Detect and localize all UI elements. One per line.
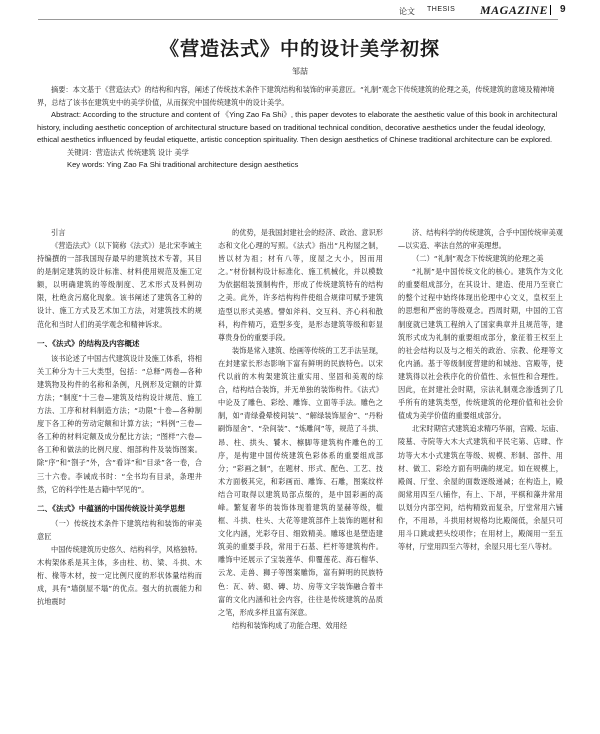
section-1-paragraph: 该书论述了中国古代建筑设计及施工体系，将相关工种分为十三大类型，包括：“总释”两卷—各种建筑物及构件的名称和条例，凡例形及定额的计算方法；“制度”十三卷—建筑及结构设计规范、施工方法、工序和材料制造方法；“功限”十卷—各种制度下各工种的劳动定额和计算方法；“料例”三卷—各工种的材料定额及成分配比方法；“图样”六卷—各工种和做法的比例尺度、细部构件及装饰图案。除“序”和“劄子”外，含“看详”和“目录”各一卷，合三十六卷。李诫成书时：“全书均有目录，条理井然，它的科学性是古籍中罕见的”。 bbox=[37, 353, 202, 494]
abstract-block bbox=[37, 84, 559, 172]
section-1-heading: 一、《法式》的结构及内容概述 bbox=[37, 338, 140, 348]
abstract-en: Abstract: According to the structure and content of 《Ying Zao Fa Shi》, this paper devotes to elaborate the aesthetic value of this book in architectural history, including aesthetic conception of architectural structure based on traditional technical condition, decorative aesthetics under the feudal ideology, ethical aesthetics influenced by feudal etiquette, artistic conception spirituality. Then design aesthetics of Chinese traditional architecture can be explored. bbox=[37, 110, 558, 144]
section-2-paragraph: 中国传统建筑历史悠久、结构科学，风格独特。木构架体系是其主体，多由柱、枋、梁、斗拱、木桁、椽等木材，按一定比例尺度的形状体量结构而成，具有“墙倒屋不塌”的优点。强大的抗震能力和抗地震时 bbox=[37, 544, 202, 607]
subsection-2-heading: （二）“礼制”观念下传统建筑的伦理之美 bbox=[412, 254, 544, 264]
section-2-subheading: （一）传统技术条件下建筑结构和装饰的审美意匠 bbox=[37, 518, 202, 541]
continuation-paragraph: 济、结构科学的传统建筑，合乎中国传统审美观—以实造、率法自然的审美理想。 bbox=[398, 228, 563, 251]
body-column-3 bbox=[398, 226, 563, 553]
keywords-cn: 关键词：营造法式 传统建筑 设计 美学 bbox=[67, 147, 189, 157]
keywords-en: Key words: Ying Zao Fa Shi traditional architecture design aesthetics bbox=[67, 160, 299, 169]
article-author: 邹喆 bbox=[292, 67, 308, 76]
header-divider bbox=[550, 5, 551, 15]
body-column-2 bbox=[218, 226, 383, 632]
header-section: 论文 bbox=[399, 7, 415, 16]
section-2-heading: 二、《法式》中蕴涵的中国传统设计美学思想 bbox=[37, 503, 186, 513]
intro-paragraph: 《营造法式》（以下简称《法式》）是北宋李诫主持编撰的一部我国现存最早的建筑技术专著，其目的是制定建筑的设计标准、材料使用规范及施工定额，以明确建筑的等级制度、艺术形式及料例功限，杜绝贪污腐化现象。该书阐述了建筑各工种的设计、施工方式及艺术加工方法，对建筑技术的规范化和当时人们的美学观念和精神诉求。 bbox=[37, 241, 202, 329]
header-thesis: THESIS bbox=[427, 6, 456, 13]
article-title: 《营造法式》中的设计美学初探 bbox=[159, 38, 440, 60]
ritual-paragraph: “礼制”是中国传统文化的核心。建筑作为文化的重要组成部分，在其设计、建造、使用乃至衰亡的整个过程中始终体现出伦理中心文义，皇权至上的思想和严密的等级观念。西周时期，中国的工官制度就已建筑工程纳入了国家典章并且规范等，建筑形式成为礼制的重要组成部分，象征着王权至上的社会结构以及与之相关的政治、宗教、伦理等文化内涵。基于等级制度营建的和城池、宫殿等，使建筑得以社会秩序化的价值性、永恒性和合理性。因此，在封建社会时期，宗法礼制观念渗透到了几乎所有的建筑类型，传统建筑的伦理价值和社会价值成为美学价值的重要组成部分。 bbox=[398, 267, 563, 421]
page-number: 9 bbox=[560, 4, 566, 15]
intro-heading: 引言 bbox=[51, 228, 66, 237]
hierarchy-paragraph: 北宋时期官式建筑追求精巧华丽，宫殿、坛庙、陵墓、寺院等大木大式建筑和平民宅第、店肆、作坊等大木小式建筑在等级、规模、形制、部件、用材、做工、彩绘方面有明确的规定。如在规模上，殿阁、厅堂、余屋的面数逐级递减；在构造上，殿阁常用四至八铺作，有上、下昂，平棋和藻井常用以划分内部空间，结构精致而复杂，厅堂常用六铺作，不用昂，斗拱用材规格均比殿阁低，余屋只可用斗口跳或把头绞项作；在用材上，殿阁用一至五等材，厅堂用四至六等材，余屋只用七至八等材。 bbox=[398, 424, 563, 552]
body-column-1 bbox=[37, 226, 202, 608]
article-body bbox=[37, 226, 563, 726]
running-header bbox=[0, 4, 600, 18]
header-rule bbox=[38, 19, 558, 20]
structure-decoration-paragraph: 结构和装饰构成了功能合理、效用经 bbox=[232, 620, 348, 630]
decoration-paragraph: 装饰是常入建筑、绘画等传统的工艺手法呈现，在封建家长形态影响下富有鲜明的民族特色。以宋代以前的木构架建筑注重实用、坚固和美观的综合，结构结合装饰，并无单独的装饰构件。《法式》中论及了雕色、彩绘、雕饰、立面等手法。雕色之制，如“青绿叠晕棱间装”、“解绿装饰屋舍”、“丹粉刷饰屋舍”、“杂间装”、“炼雕间”等，规范了斗拱、昂、柱、拱头、饕木、檩脚等建筑构件雕色的工序，是构建中国传统建筑色彩体系的重要组成部分；“彩画之制”，在题材、形式、配色、工艺、技术方面极其完，和彩画而、雕饰、石雕，图案纹样结合可取得以建筑局部点缀的，是中国彩画的高峰。繁复奢华的装饰体现着建筑的显赫等级，槛框、斗拱、柱头、大花等建筑部件上装饰的题材和文化内涵，光彩夺目、细致精美。雕琢也是塑造建筑美的重要手段，常用于石基、栏杆等建筑构件。雕饰中还展示了宝装莲华、仰覆莲花、海石榴华、云龙、走兽、狮子等图案雕饰，富有鲜明的民族特色：瓦、砖、砌、磚、坊、房等文字装饰融合着丰富的文化内涵和社会内容，往往是传统建筑的品质之笔，形成多样且富有深意。 bbox=[218, 345, 383, 617]
magazine-logo: MAGAZINE bbox=[480, 3, 549, 17]
abstract-cn: 摘要：本文基于《营造法式》的结构和内容，阐述了传统技术条件下建筑结构和装饰的审美意匠。“礼制”观念下传统建筑的伦理之美，传统建筑的意境及精神境界，总结了该书在建筑史中的美学价值，从而探究中国传统建筑中的设计美学。 bbox=[37, 85, 555, 107]
structure-paragraph: 的优势，是我国封建社会的经济、政治、意识形态和文化心理的写照。《法式》指出“凡构屋之制，皆以材为祖；材有八等，度屋之大小，因而用之。”材份制构设计标准化、施工机械化，并以模数为依据组装预制构件，形成了传统建筑特有的结构之美。此外，许多结构构件使组合规律可赋予建筑造型以形式美感。譬如斧科、交互科、齐心科和散科，构件精巧，造型多变，是形态建筑等级和彰显尊贵身份的重要手段。 bbox=[218, 228, 383, 342]
